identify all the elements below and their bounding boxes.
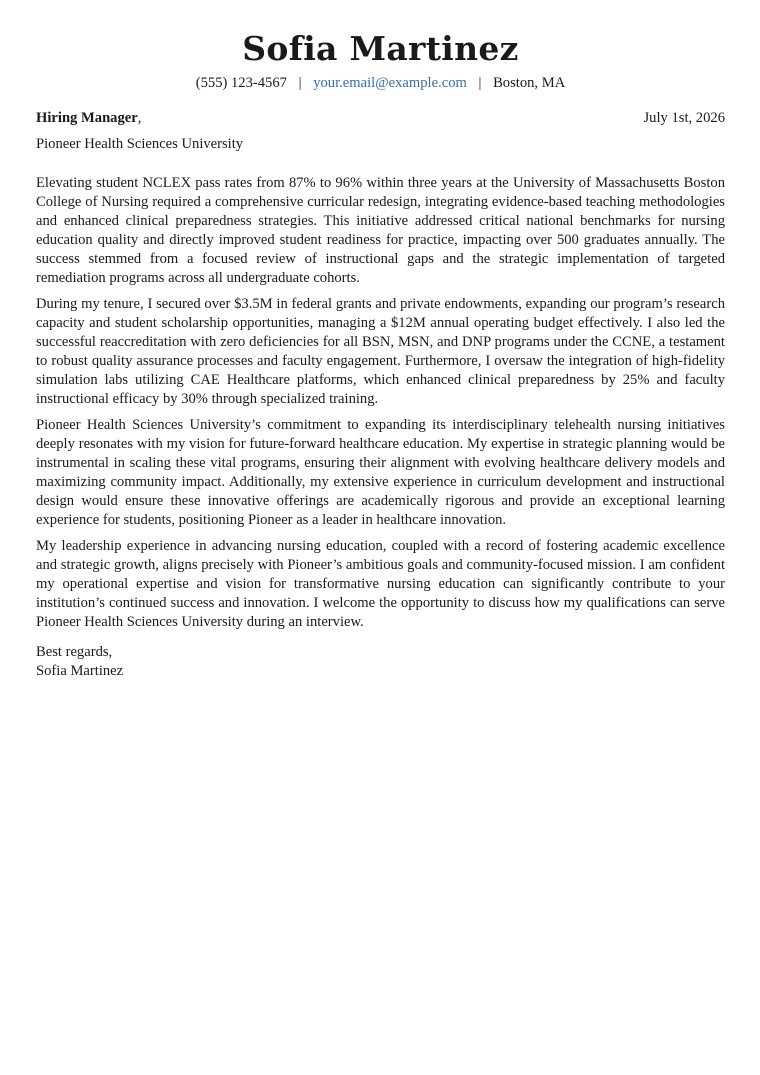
location: Boston, MA xyxy=(493,75,566,91)
recipient-row xyxy=(36,109,725,127)
salutation-comma: , xyxy=(137,110,142,126)
letter-body xyxy=(36,174,725,632)
letter-closing xyxy=(36,643,725,681)
contact-line xyxy=(36,74,725,92)
applicant-name: Sofia Martinez xyxy=(242,29,519,68)
contact-separator: | xyxy=(298,75,302,91)
recipient-organization: Pioneer Health Sciences University xyxy=(36,136,244,152)
recipient-name: Hiring Manager xyxy=(36,110,138,126)
phone-number: (555) 123-4567 xyxy=(195,75,287,91)
valediction: Best regards, xyxy=(36,644,113,660)
contact-separator: | xyxy=(478,75,482,91)
body-paragraph: Pioneer Health Sciences University’s commitment to expanding its interdisciplinary telehealth nursing initiatives deeply resonates with my vision for future-forward healthcare education. My expertise in strategic planning would be instrumental in scaling these vital programs, ensuring their alignment with evolving healthcare delivery models and maximizing community impact. Additionally, my extensive experience in curriculum development and instructional design would ensure these innovative offerings are academically rigorous and provide an exceptional learning experience for students, positioning Pioneer as a leader in healthcare innovation. xyxy=(36,417,725,528)
salutation xyxy=(36,109,141,127)
body-paragraph: My leadership experience in advancing nursing education, coupled with a record of fostering academic excellence and strategic growth, aligns precisely with Pioneer’s ambitious goals and community-focused mission. I am confident my operational expertise and vision for transformative nursing education can significantly contribute to your institution’s continued success and innovation. I welcome the opportunity to discuss how my qualifications can serve Pioneer Health Sciences University during an interview. xyxy=(36,538,725,630)
letter-date: July 1st, 2026 xyxy=(643,110,725,126)
body-paragraph: Elevating student NCLEX pass rates from 87% to 96% within three years at the University of Massachusetts Boston College of Nursing required a comprehensive curricular redesign, integrating evidence-based teaching methodologies and enhanced clinical preparedness strategies. This initiative addressed critical national benchmarks for nursing education quality and directly improved student readiness for practice, impacting over 500 graduates annually. The success stemmed from a focused review of instructional gaps and the strategic implementation of targeted remediation programs across all undergraduate cohorts. xyxy=(36,175,725,286)
signature-name: Sofia Martinez xyxy=(36,663,124,679)
body-paragraph: During my tenure, I secured over $3.5M in federal grants and private endowments, expanding our program’s research capacity and student scholarship opportunities, managing a $12M annual operating budget effectively. I also led the successful reaccreditation with zero deficiencies for all BSN, MSN, and DNP programs under the CCNE, a testament to robust quality assurance processes and faculty engagement. Furthermore, I oversaw the integration of high-fidelity simulation labs utilizing CAE Healthcare platforms, which enhanced clinical preparedness by 25% and faculty instructional efficacy by 30% through specialized training. xyxy=(36,296,725,407)
email-link[interactable]: your.email@example.com xyxy=(313,75,467,91)
